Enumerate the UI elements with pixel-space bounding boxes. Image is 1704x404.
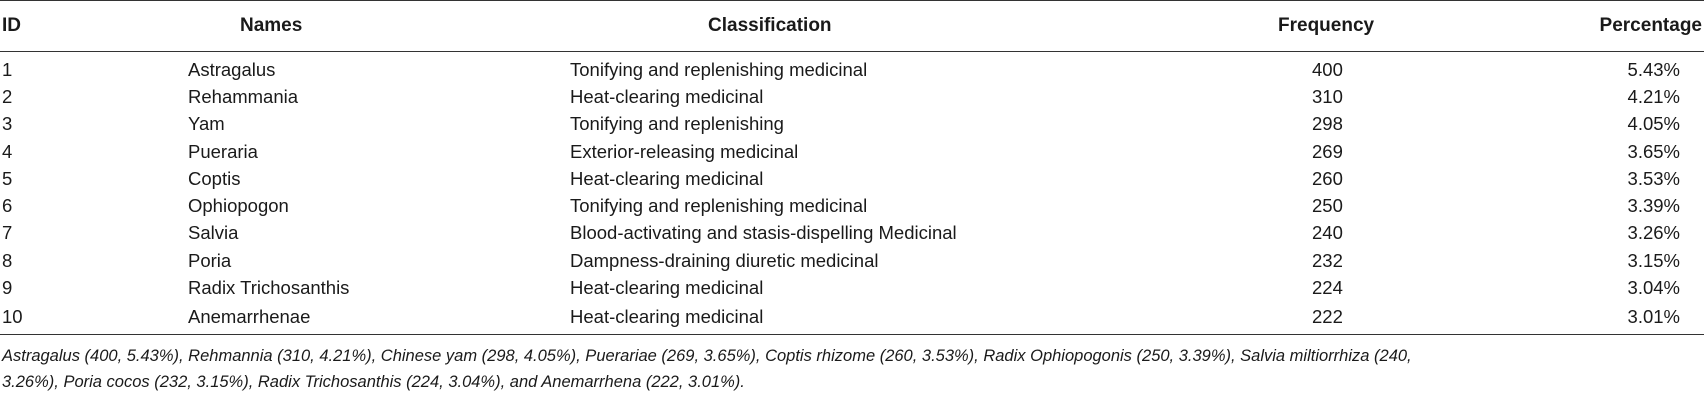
cell-frequency: 400	[1312, 58, 1343, 80]
table-row	[0, 220, 1704, 247]
cell-frequency: 310	[1312, 85, 1343, 107]
cell-id: 6	[2, 195, 13, 217]
table-row	[0, 192, 1704, 219]
table-body	[0, 52, 1704, 335]
cell-percentage: 3.26%	[1627, 222, 1680, 244]
header-percentage: Percentage	[1502, 1, 1704, 52]
cell-id: 4	[2, 140, 13, 162]
cell-name: Radix Trichosanthis	[188, 277, 350, 299]
cell-classification: Tonifying and replenishing	[570, 113, 784, 135]
cell-id: 8	[2, 249, 13, 271]
cell-name: Ophiopogon	[188, 195, 289, 217]
cell-percentage: 3.53%	[1627, 167, 1680, 189]
table-footnote: Astragalus (400, 5.43%), Rehmannia (310, 4.21%), Chinese yam (298, 4.05%), Puerariae (269, 3.65%), Coptis rhizome (260, 3.53%), Radix Ophiopogonis (250, 3.39%), Salvia miltiorrhiza (240, 3.26%), Poria cocos (232, 3.15%), Radix Trichosanthis (224, 3.04%), and Anemarrhena (222, 3.01%).	[2, 346, 1412, 391]
cell-percentage: 3.65%	[1627, 140, 1680, 162]
cell-classification: Exterior-releasing medicinal	[570, 140, 799, 162]
cell-name: Pueraria	[188, 140, 258, 162]
cell-name: Rehammania	[188, 85, 299, 107]
header-classification: Classification	[570, 1, 1228, 52]
cell-id: 3	[2, 113, 13, 135]
cell-name: Poria	[188, 249, 232, 271]
cell-frequency: 260	[1312, 167, 1343, 189]
cell-frequency: 250	[1312, 195, 1343, 217]
cell-classification: Heat-clearing medicinal	[570, 85, 764, 107]
table-row	[0, 274, 1704, 301]
cell-name: Anemarrhenae	[188, 302, 570, 335]
table-row	[0, 111, 1704, 138]
table-header	[0, 1, 1704, 52]
table-row	[0, 52, 1704, 84]
cell-percentage: 5.43%	[1627, 58, 1680, 80]
table-row	[0, 302, 1704, 335]
cell-percentage: 3.04%	[1627, 277, 1680, 299]
cell-classification: Heat-clearing medicinal	[570, 277, 764, 299]
cell-name: Salvia	[188, 222, 239, 244]
cell-id: 7	[2, 222, 13, 244]
cell-classification: Tonifying and replenishing medicinal	[570, 195, 868, 217]
cell-frequency: 240	[1312, 222, 1343, 244]
cell-percentage: 4.05%	[1627, 113, 1680, 135]
cell-percentage: 3.01%	[1502, 302, 1704, 335]
cell-classification: Tonifying and replenishing medicinal	[570, 58, 868, 80]
cell-id: 5	[2, 167, 13, 189]
cell-classification: Heat-clearing medicinal	[570, 302, 1228, 335]
cell-frequency: 224	[1312, 277, 1343, 299]
cell-frequency: 298	[1312, 113, 1343, 135]
table-row	[0, 165, 1704, 192]
cell-frequency: 269	[1312, 140, 1343, 162]
header-row	[0, 1, 1704, 52]
cell-percentage: 3.15%	[1627, 249, 1680, 271]
cell-percentage: 4.21%	[1627, 85, 1680, 107]
header-names: Names	[188, 1, 570, 52]
cell-frequency: 232	[1312, 249, 1343, 271]
cell-name: Coptis	[188, 167, 241, 189]
cell-classification: Heat-clearing medicinal	[570, 167, 764, 189]
table-row	[0, 83, 1704, 110]
cell-classification: Dampness-draining diuretic medicinal	[570, 249, 879, 271]
cell-name: Astragalus	[188, 58, 276, 80]
cell-frequency: 222	[1228, 302, 1502, 335]
header-id: ID	[0, 1, 188, 52]
cell-id: 2	[2, 85, 13, 107]
table-row	[0, 138, 1704, 165]
cell-classification: Blood-activating and stasis-dispelling Medicinal	[570, 222, 957, 244]
cell-id: 1	[2, 58, 13, 80]
cell-name: Yam	[188, 113, 225, 135]
cell-id: 10	[0, 302, 188, 335]
header-frequency: Frequency	[1228, 1, 1502, 52]
cell-percentage: 3.39%	[1627, 195, 1680, 217]
table-row	[0, 247, 1704, 274]
cell-id: 9	[2, 277, 13, 299]
